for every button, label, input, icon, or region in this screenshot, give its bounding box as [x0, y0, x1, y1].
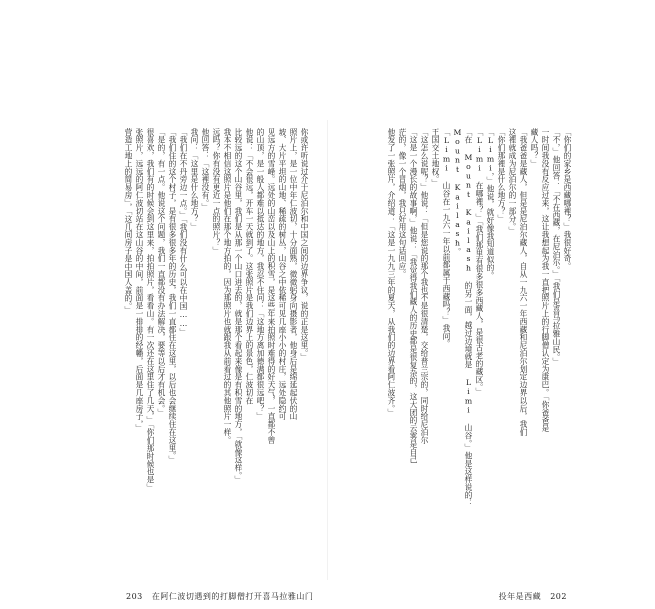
text-column: 我本不相信这照片是他们在那个地方拍的，因为那照片也就跟我从前看过的其他照片一样。 [223, 128, 232, 444]
right-page [338, 128, 573, 601]
text-column: 见远方的雪峰。远处的山峦以及山上的积雪，是这些年来拍照时难得的好天气，一直都不曾 [267, 128, 276, 444]
text-column: 的山顶，是一般人都难以抵达的地方，我忍不住问：「这地方离加德满都很远吧？」 [256, 128, 265, 421]
text-column: 「是的，有一点。他说这个问题，我们一直都没有办法解决，要等以后才有机会。」 [157, 128, 166, 417]
text-column: 我问：「这里是什么地方？」 [190, 128, 199, 231]
page-number: 203 [126, 592, 143, 601]
text-column: 他发了一张照片，介绍道：「这是一九九三年的夏天，从我们的边界看阿仁波齐。」 [387, 128, 396, 417]
text-column: 营造工地上的简易房」，「这几间房子是中国人盖的。」 [124, 128, 133, 314]
text-column: 「你们那裡是什么地方？」 [497, 128, 506, 223]
text-column: 「在 Mount Kailash 的另一面，越过边境就是 Limi 山谷。」他是这样说的： [464, 128, 473, 507]
book-gutter [327, 120, 328, 580]
text-column: 藏人吗？」 [530, 128, 539, 168]
text-column: 「这是一个漫长的故事啊，」他说：「我觉得我们藏人的历史都是很复杂的，这大团的云雾是自己 [409, 128, 418, 464]
text-column: 一时间我没有反应过来，这让我想起为我一直把照片上的行脚僧认定为康巴。「你爸爸是 [541, 128, 550, 433]
text-column: 茫的，像一个冒烟，我只好用这句话回应。 [398, 128, 407, 279]
right-page-text [338, 128, 573, 507]
text-column: 「Limi，」他说，就好像我知道似的。 [486, 128, 495, 280]
text-column: 张照片，远远的阿仁波切站在这山谷的中间，前面是一排排的经幡，后面是几座房子，」 [135, 128, 144, 433]
left-page-text [120, 128, 310, 492]
text-column: 「这怎么说呢？」他说：「但是您说的那个我也不是很清楚，交给普兰宗的，同时给尼泊尔 [420, 128, 429, 444]
text-column: 你或许听说过介于尼泊尔和中国之间的边界争议，说的正是这里。」 [300, 128, 309, 362]
text-column: 「Limi 在哪裡？」「我们那里有很多很多西藏人，是很古老的藏区。」 [475, 128, 484, 396]
text-column: Mount Kailash。 [453, 128, 462, 256]
text-column: 「Limi 山谷在一九六一年以前都属于西藏吗？」我问。 [442, 128, 451, 348]
text-column: 远吗？你有没有更近一点的照片？」 [212, 128, 221, 255]
text-column: 「我们在不丹旁边一点。」「我们没有什么可以在中国……」 [179, 128, 188, 337]
left-page-footer [120, 591, 313, 602]
text-column: 「我爸爸是藏人，但是是尼泊尔藏人，自从一九六一年西藏和尼泊尔划定边界以后，我们 [519, 128, 528, 437]
text-column: 照片上，是一位中年仁波切，十分面熟，微微躬身向摄影者，他身后是绵延起伏的山 [289, 128, 298, 421]
text-column: 「我们住的这个村子，是有很多很多年的历史，我们一直都住在这里，以后也会继续住在这里。」 [168, 128, 177, 464]
text-column: 王国交土地权。」 [431, 128, 440, 188]
text-column: 比较远的这个山谷里，我们是从那一个山口进去的，就是那个看起来像是有积雪的地方，「就像这样。」 [234, 128, 243, 484]
text-column: 很喜欢，我们有的时候会到这里来，拍拍照片，看看山。有一次还在这里住了几天，」「你们那时候也是」 [146, 128, 155, 492]
running-title: 投年是西藏 [498, 592, 542, 601]
page-number: 202 [550, 592, 567, 601]
running-title: 在阿仁波切遇到的打脚僧打开喜马拉雅山门 [151, 592, 314, 601]
text-column: 坡、大片平坦的山地、稀疏的树丛，山谷之中依稀可见几座小小的村庄，远处隐约可 [278, 128, 287, 421]
text-column: 他说：「不会很远，开车一天就到了。这张照片是我们边界上的景色，仁波切在 [245, 128, 254, 405]
left-page [120, 128, 314, 601]
text-column: 「你们的家乡是西藏哪裡？」我很好奇。 [563, 128, 572, 271]
text-column: 「不，」他回答：「不在西藏，在尼泊尔。」「我们是喜马拉雅山民。」 [552, 128, 561, 366]
right-page-footer [499, 591, 573, 602]
text-column: 这裡就成为尼泊尔的一部分。」 [508, 128, 517, 235]
text-column: 他回答：「这裡没有。」 [201, 128, 210, 212]
